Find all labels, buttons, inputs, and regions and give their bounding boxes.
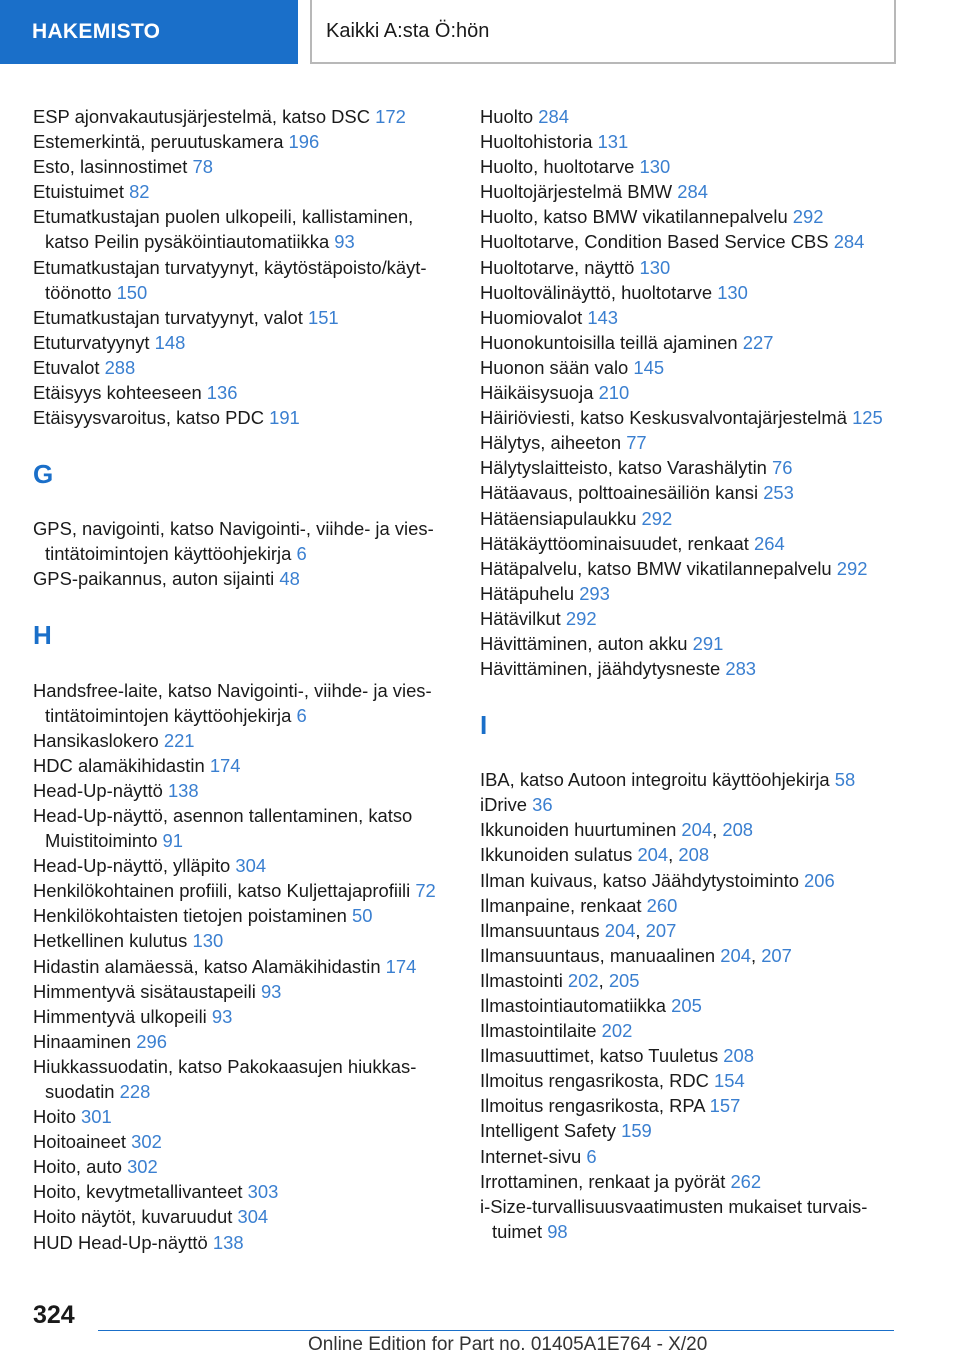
index-entry — [480, 204, 910, 229]
index-entry — [480, 993, 910, 1018]
index-entry-text: Intelligent Safety — [480, 1120, 622, 1142]
index-entry-text: Huolto, huoltotarve — [480, 156, 640, 178]
index-entry-text: Hoitoaineet — [33, 1131, 132, 1153]
index-entry — [33, 566, 453, 591]
index-entry-text: Ilmoitus rengasrikosta, RPA — [480, 1095, 710, 1117]
page-link[interactable]: 130 — [639, 256, 671, 278]
index-entry — [33, 516, 453, 566]
page-number: 324 — [33, 1301, 75, 1329]
index-entry-text: Henkilökohtaisten tietojen poistaminen — [33, 905, 352, 927]
index-entry-text: Esto, lasinnostimet — [33, 156, 193, 178]
index-entry — [33, 753, 453, 778]
section-tab — [0, 0, 298, 64]
index-entry — [33, 1054, 453, 1104]
index-entry — [33, 1004, 453, 1029]
page-link[interactable]: 207 — [761, 944, 792, 966]
index-entry: Ilmansuuntaus, manuaalinen 204, 207 — [480, 944, 792, 966]
page-link[interactable]: 288 — [104, 356, 136, 378]
index-column-left — [33, 104, 453, 1255]
page-link[interactable]: 284 — [833, 231, 865, 253]
index-entry-text: i-Size-turvallisuusvaatimusten mukaiset turvaistuimet — [480, 1195, 868, 1242]
index-entry — [33, 1230, 453, 1255]
index-entry — [33, 778, 453, 803]
index-entry — [480, 179, 910, 204]
index-entry — [480, 1068, 910, 1093]
index-entry-text: Irrottaminen, renkaat ja pyörät — [480, 1170, 731, 1192]
index-entry-text: Henkilökohtainen profiili, katso Kuljettajaprofiili — [33, 880, 416, 902]
page-link[interactable]: 91 — [162, 830, 183, 852]
index-entry — [480, 556, 910, 581]
page-link[interactable]: 130 — [639, 156, 671, 178]
index-entry — [33, 355, 453, 380]
index-entry — [480, 606, 910, 631]
index-entry-text: Etuvalot — [33, 356, 105, 378]
page-link[interactable]: 6 — [296, 704, 307, 726]
page-link[interactable]: 283 — [725, 658, 757, 680]
page-link[interactable]: 78 — [192, 156, 213, 178]
page-link[interactable]: 196 — [288, 131, 320, 153]
page-link[interactable]: 131 — [597, 131, 629, 153]
index-entry-text: Huonokuntoisilla teillä ajaminen — [480, 331, 743, 353]
index-entry-text: GPS-paikannus, auton sijainti — [33, 568, 280, 590]
index-letter-heading: G — [33, 458, 54, 489]
index-entry-text: Head-Up-näyttö, asennon tallentaminen, katso Muistitoiminto — [33, 804, 413, 852]
index-entry — [33, 878, 453, 903]
edition-text: Online Edition for Part no. 01405A1E764 - X/20 — [308, 1334, 708, 1355]
index-entry — [33, 104, 453, 129]
index-entry-text: Ilmansuuntaus — [480, 919, 605, 941]
page-link[interactable]: 260 — [646, 894, 678, 916]
page-link[interactable]: 130 — [717, 281, 748, 303]
index-column-right — [480, 104, 910, 1244]
page-link[interactable]: 304 — [237, 1206, 269, 1228]
page-link[interactable]: 148 — [154, 331, 186, 353]
page-link[interactable]: 159 — [621, 1120, 652, 1142]
index-entry-text: HDC alamäkihidastin — [33, 754, 210, 776]
page-link[interactable]: 208 — [678, 844, 710, 866]
page-link[interactable]: 293 — [579, 582, 610, 604]
index-entry — [480, 255, 910, 280]
page-link[interactable]: 292 — [836, 557, 868, 579]
index-entry — [33, 1029, 453, 1054]
index-entry — [480, 531, 910, 556]
index-entry-text: Huolto, katso BMW vikatilannepalvelu — [480, 206, 793, 228]
index-entry — [480, 893, 910, 918]
page-link[interactable]: 6 — [586, 1145, 597, 1167]
index-entry — [480, 154, 910, 179]
page-link[interactable]: 125 — [852, 407, 883, 429]
page-link[interactable]: 93 — [211, 1005, 233, 1027]
page-link[interactable]: 174 — [385, 955, 417, 977]
page-link[interactable]: 48 — [279, 568, 300, 590]
page-link[interactable]: 227 — [742, 331, 774, 353]
index-entry — [33, 954, 453, 979]
index-entry — [480, 792, 910, 817]
index-entry-text: Etumatkustajan turvatyynyt, käytöstäpoisto/käyttöönotto — [33, 256, 427, 303]
page-link[interactable]: 202 — [601, 1020, 633, 1042]
index-entry-text: Ilmansuuntaus, manuaalinen — [480, 944, 721, 966]
index-entry — [33, 853, 453, 878]
page-link[interactable]: 292 — [565, 607, 597, 629]
page-link[interactable]: 292 — [792, 206, 824, 228]
index-entry — [480, 455, 910, 480]
index-entry — [33, 204, 453, 254]
index-entry — [33, 1104, 453, 1129]
page-link[interactable]: 93 — [334, 231, 355, 253]
index-entry — [33, 979, 453, 1004]
page-link[interactable]: 143 — [587, 306, 619, 328]
page-link[interactable]: 138 — [212, 1231, 244, 1253]
index-entry-text: Hätäensiapulaukku — [480, 507, 642, 529]
index-entry — [480, 1018, 910, 1043]
page-link[interactable]: 204 — [637, 844, 669, 866]
page-link[interactable]: 145 — [633, 356, 665, 378]
index-entry — [480, 480, 910, 505]
chapter-title: Kaikki A:sta Ö:hön — [326, 19, 490, 42]
page-link[interactable]: 210 — [598, 382, 630, 404]
index-entry — [480, 405, 910, 430]
page-link[interactable]: 264 — [753, 532, 785, 554]
page-link[interactable]: 284 — [677, 181, 708, 203]
index-entry — [33, 1154, 453, 1179]
index-entry — [480, 305, 910, 330]
index-entry: Ikkunoiden sulatus 204, 208 — [480, 844, 710, 866]
index-entry: Ilmansuuntaus 204, 207 — [480, 919, 677, 941]
page-link[interactable]: 204 — [604, 919, 636, 941]
index-entry-text: Hälytyslaitteisto, katso Varashälytin — [480, 457, 772, 479]
page-link[interactable]: 202 — [567, 969, 599, 991]
index-entry — [33, 330, 453, 355]
page-link[interactable]: 303 — [247, 1181, 279, 1203]
page-link[interactable]: 302 — [131, 1131, 162, 1153]
index-entry — [480, 1194, 910, 1244]
index-entry-text: Ilmastointilaite — [480, 1020, 602, 1042]
index-entry — [33, 305, 453, 330]
index-entry — [480, 1144, 910, 1169]
index-entry-text: Ilmoitus rengasrikosta, RDC — [480, 1070, 715, 1092]
page-link[interactable]: 207 — [645, 919, 677, 941]
index-entry-text: Hälytys, aiheeton — [480, 432, 627, 454]
index-entry — [480, 506, 910, 531]
page-link[interactable]: 291 — [692, 632, 724, 654]
page-link[interactable]: 172 — [375, 106, 406, 127]
page-link[interactable]: 174 — [209, 754, 241, 776]
page-link[interactable]: 150 — [116, 281, 148, 303]
page-link[interactable]: 262 — [730, 1170, 762, 1192]
index-entry — [480, 1169, 910, 1194]
index-entry-text: Etäisyys kohteeseen — [33, 382, 207, 404]
index-entry-text: Ilmanpaine, renkaat — [480, 894, 647, 916]
page-link[interactable]: 136 — [206, 382, 238, 404]
index-entry-text: Häikäisysuoja — [480, 382, 599, 404]
index-entry-text: Ilmasuuttimet, katso Tuuletus — [480, 1045, 724, 1067]
page-link[interactable]: 304 — [235, 855, 267, 877]
index-entry — [480, 229, 910, 254]
page-link[interactable]: 154 — [714, 1070, 745, 1092]
index-entry-text: Huonon sään valo — [480, 356, 634, 378]
index-entry-text: Hetkellinen kulutus — [33, 930, 193, 952]
index-entry-text: Hävittäminen, jäähdytysneste — [480, 658, 726, 680]
page-link[interactable]: 76 — [772, 457, 793, 479]
page-link[interactable]: 72 — [415, 880, 436, 902]
page-link[interactable]: 130 — [192, 930, 224, 952]
index-entry — [33, 928, 453, 953]
page-link[interactable]: 98 — [547, 1220, 568, 1242]
index-entry-text: GPS, navigointi, katso Navigointi-, viihde- ja viestintätoimintojen käyttöohjekirja — [33, 518, 434, 565]
page-link[interactable]: 157 — [709, 1095, 741, 1117]
index-entry-text: Hätäkäyttöominaisuudet, renkaat — [480, 532, 754, 554]
index-entry — [480, 581, 910, 606]
footer-divider — [98, 1330, 894, 1331]
page-link[interactable]: 58 — [834, 769, 856, 791]
page-link[interactable]: 138 — [167, 779, 199, 801]
index-entry-text: Hansikaslokero — [33, 729, 164, 751]
index-entry-text: Head-Up-näyttö — [33, 779, 168, 801]
index-entry-text: Hoito näytöt, kuvaruudut — [33, 1206, 238, 1228]
index-entry — [480, 355, 910, 380]
index-entry — [33, 803, 453, 853]
page-link[interactable]: 221 — [163, 729, 195, 751]
index-entry — [33, 154, 453, 179]
index-entry-text: Estemerkintä, peruutuskamera — [33, 131, 289, 153]
page-link[interactable]: 228 — [119, 1081, 151, 1102]
chapter-title-box — [310, 0, 896, 64]
index-entry — [33, 903, 453, 928]
index-entry-text: Häiriöviesti, katso Keskusvalvontajärjestelmä — [480, 407, 853, 429]
index-entry — [480, 330, 910, 355]
index-entry-text: Huoltotarve, näyttö — [480, 256, 640, 278]
index-entry — [33, 405, 453, 430]
page-link[interactable]: 206 — [804, 869, 835, 891]
index-entry — [480, 280, 910, 305]
page-link[interactable]: 205 — [671, 995, 702, 1016]
index-entry-text: Head-Up-näyttö, ylläpito — [33, 855, 236, 877]
index-entry-text: Ilmastointi — [480, 969, 568, 991]
index-entry-text: Hidastin alamäessä, katso Alamäkihidastin — [33, 955, 386, 977]
index-entry-text: Hinaaminen — [33, 1030, 137, 1052]
page-link[interactable]: 296 — [136, 1030, 167, 1052]
index-entry-text: Himmentyvä ulkopeili — [33, 1005, 212, 1027]
page-link[interactable]: 208 — [723, 1045, 754, 1067]
index-entry-text: Handsfree-laite, katso Navigointi-, viihde- ja viestintätoimintojen käyttöohjekirja — [33, 679, 432, 726]
page-link[interactable]: 93 — [260, 980, 282, 1002]
index-entry: Ikkunoiden huurtuminen 204, 208 — [480, 819, 754, 841]
index-entry — [480, 129, 910, 154]
index-entry-text: Hätäpuhelu — [480, 582, 580, 604]
index-entry-text: Etäisyysvaroitus, katso PDC — [33, 407, 270, 429]
page-link[interactable]: 82 — [129, 181, 150, 203]
index-entry-text: Hätäpalvelu, katso BMW vikatilannepalvelu — [480, 557, 837, 579]
page-link[interactable]: 204 — [720, 944, 751, 966]
page-link[interactable]: 50 — [351, 905, 373, 927]
index-entry — [33, 380, 453, 405]
index-entry — [480, 430, 910, 455]
index-entry-text: Hätävilkut — [480, 607, 566, 629]
index-entry-text: Huoltojärjestelmä BMW — [480, 181, 678, 203]
index-letter-heading: I — [480, 709, 488, 740]
index-entry — [33, 179, 453, 204]
page-link[interactable]: 284 — [538, 106, 569, 127]
page-link[interactable]: 77 — [626, 432, 647, 454]
index-entry-text: Ikkunoiden huurtuminen — [480, 819, 682, 841]
index-entry-text: Huoltotarve, Condition Based Service CBS — [480, 231, 834, 253]
index-entry — [33, 678, 453, 728]
index-entry: Ilmastointi 202, 205 — [480, 969, 640, 991]
index-entry — [480, 631, 910, 656]
index-entry-text: Ilmastointiautomatiikka — [480, 995, 672, 1016]
index-entry-text: iDrive — [480, 794, 533, 816]
index-entry — [480, 104, 910, 129]
index-entry — [480, 1093, 910, 1118]
index-entry — [33, 129, 453, 154]
index-entry-text: Hävittäminen, auton akku — [480, 632, 693, 654]
page-link[interactable]: 253 — [763, 482, 794, 504]
page-link[interactable]: 204 — [681, 819, 713, 841]
index-entry — [33, 1129, 453, 1154]
index-entry — [480, 868, 910, 893]
index-entry-text: ESP ajonvakautusjärjestelmä, katso DSC — [33, 106, 376, 127]
index-entry-text: Hoito, kevytmetallivanteet — [33, 1181, 248, 1203]
index-entry — [480, 1118, 910, 1143]
index-letter-heading: H — [33, 620, 52, 650]
index-entry — [480, 380, 910, 405]
index-entry-text: Hoito — [33, 1106, 82, 1128]
index-entry — [33, 1179, 453, 1204]
index-entry-text: Himmentyvä sisätaustapeili — [33, 980, 261, 1002]
index-entry — [480, 1043, 910, 1068]
index-entry-text: Huoltohistoria — [480, 131, 598, 153]
page-link[interactable]: 302 — [127, 1156, 158, 1178]
index-entry-text: Huolto — [480, 106, 539, 127]
index-entry-text: IBA, katso Autoon integroitu käyttöohjekirja — [480, 769, 835, 791]
page-link[interactable]: 205 — [608, 969, 640, 991]
page-link[interactable]: 36 — [532, 794, 553, 816]
section-label: HAKEMISTO — [32, 20, 161, 43]
index-entry-text: Etumatkustajan turvatyynyt, valot — [33, 306, 308, 328]
index-entry — [33, 255, 453, 305]
index-entry-text: HUD Head-Up-näyttö — [33, 1231, 213, 1253]
index-entry-text: Ikkunoiden sulatus — [480, 844, 638, 866]
index-entry — [480, 656, 910, 681]
index-entry-text: Huoltovälinäyttö, huoltotarve — [480, 281, 718, 303]
index-entry-text: Etuistuimet — [33, 181, 130, 203]
index-entry — [480, 767, 910, 792]
index-entry-text: Internet-sivu — [480, 1145, 587, 1167]
index-entry-text: Hätäavaus, polttoainesäiliön kansi — [480, 482, 764, 504]
index-entry-text: Ilman kuivaus, katso Jäähdytystoiminto — [480, 869, 805, 891]
page-link[interactable]: 151 — [307, 306, 339, 328]
index-entry-text: Hoito, auto — [33, 1156, 128, 1178]
page-link[interactable]: 191 — [269, 407, 300, 429]
page-link[interactable]: 6 — [296, 543, 307, 565]
index-entry-text: Etumatkustajan puolen ulkopeili, kallistaminen, katso Peilin pysäköintiautomatiikka — [33, 206, 414, 253]
index-entry-text: Etuturvatyynyt — [33, 331, 155, 353]
page-link[interactable]: 301 — [81, 1106, 112, 1128]
index-entry-text: Hiukkassuodatin, katso Pakokaasujen hiukkassuodatin — [33, 1055, 417, 1102]
page-link[interactable]: 208 — [722, 819, 754, 841]
index-entry — [33, 728, 453, 753]
index-entry-text: Huomiovalot — [480, 306, 588, 328]
page-link[interactable]: 292 — [641, 507, 673, 529]
index-entry — [33, 1204, 453, 1229]
